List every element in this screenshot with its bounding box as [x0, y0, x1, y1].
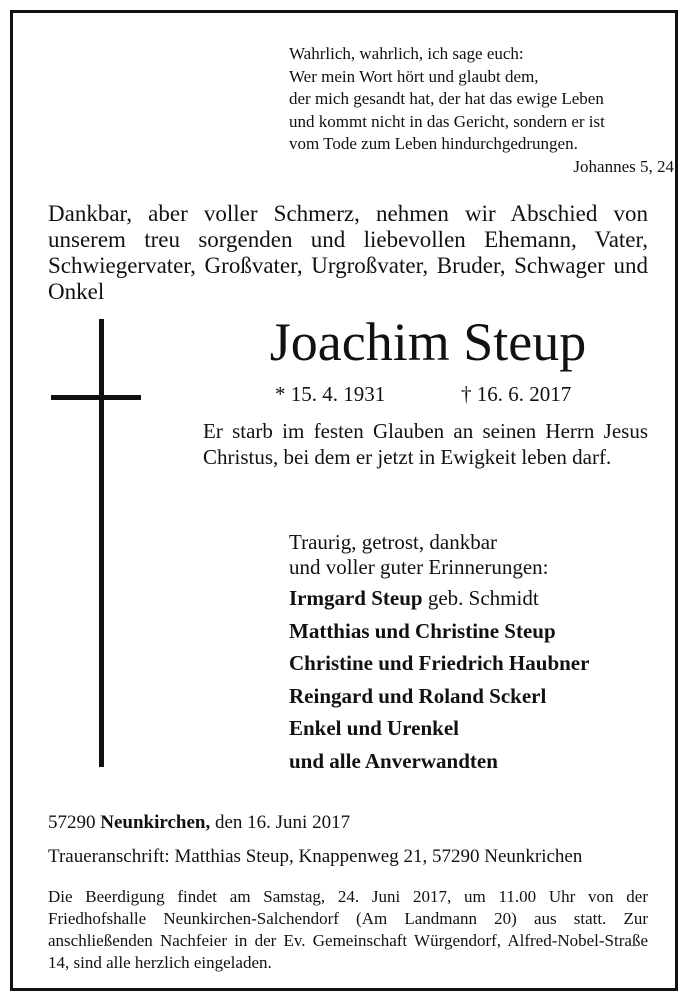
intro-text: Dankbar, aber voller Schmerz, nehmen wir Abschied von unserem treu sorgenden und liebevollen Ehemann, Vater, Schwiegervater, Großvater, Urgroßvater, Bruder, Schwager und Onkel [48, 201, 648, 304]
place-and-date [48, 811, 668, 835]
death-date: † 16. 6. 2017 [461, 382, 572, 406]
family-entry [289, 647, 649, 680]
verse-line: der mich gesandt hat, der hat das ewige Leben [289, 89, 604, 109]
bible-verse [289, 43, 674, 179]
family-entry-name: Reingard und Roland Sckerl [289, 683, 547, 708]
mourners-line: Traurig, getrost, dankbar [289, 530, 498, 554]
deceased-name: Joachim Steup [269, 312, 587, 372]
family-entry-widow [289, 582, 649, 615]
funeral-details: Die Beerdigung findet am Samstag, 24. Juni 2017, um 11.00 Uhr von der Friedhofshalle Neunkirchen-Salchendorf (Am Landmann 20) aus statt. Zur anschließenden Nachfeier in der Ev. Gemeinschaft Würgendorf, Alfred-Nobel-Straße 14, sind alle herzlich eingeladen. [48, 887, 648, 972]
family-entry-name: und alle Anverwandten [289, 748, 498, 773]
mourners-line: und voller guter Erinnerungen: [289, 554, 549, 579]
verse-line: Wer mein Wort hört und glaubt dem, [289, 66, 539, 86]
widow-maiden-name: geb. Schmidt [422, 586, 539, 610]
town: Neunkirchen, [100, 812, 211, 833]
family-entry-name: Matthias und Christine Steup [289, 618, 556, 643]
postcode: 57290 [48, 812, 101, 833]
verse-line: vom Tode zum Leben hindurchgedrungen. [289, 134, 578, 154]
mourners-intro [289, 530, 649, 579]
family-entry [289, 680, 649, 713]
verse-line: und kommt nicht in das Gericht, sondern er ist [289, 111, 605, 131]
widow-name: Irmgard Steup [289, 586, 423, 610]
notice-date: den 16. Juni 2017 [210, 812, 351, 833]
family-entry-name: Christine und Friedrich Haubner [289, 651, 590, 675]
verse-reference: Johannes 5, 24 [573, 156, 674, 176]
family-entry [289, 745, 649, 778]
family-entry-name: Enkel und Urenkel [289, 716, 459, 740]
family-list [289, 582, 649, 777]
verse-line: Wahrlich, wahrlich, ich sage euch: [289, 44, 524, 63]
faith-statement: Er starb im festen Glauben an seinen Herrn Jesus Christus, bei dem er jetzt in Ewigkeit leben darf. [203, 419, 648, 469]
birth-date: * 15. 4. 1931 [275, 382, 386, 406]
mourning-address: Traueranschrift: Matthias Steup, Knappenweg 21, 57290 Neunkrichen [48, 846, 583, 867]
cross-icon [51, 319, 141, 767]
family-entry [289, 712, 649, 745]
obituary-notice [10, 10, 678, 991]
family-entry [289, 615, 649, 648]
